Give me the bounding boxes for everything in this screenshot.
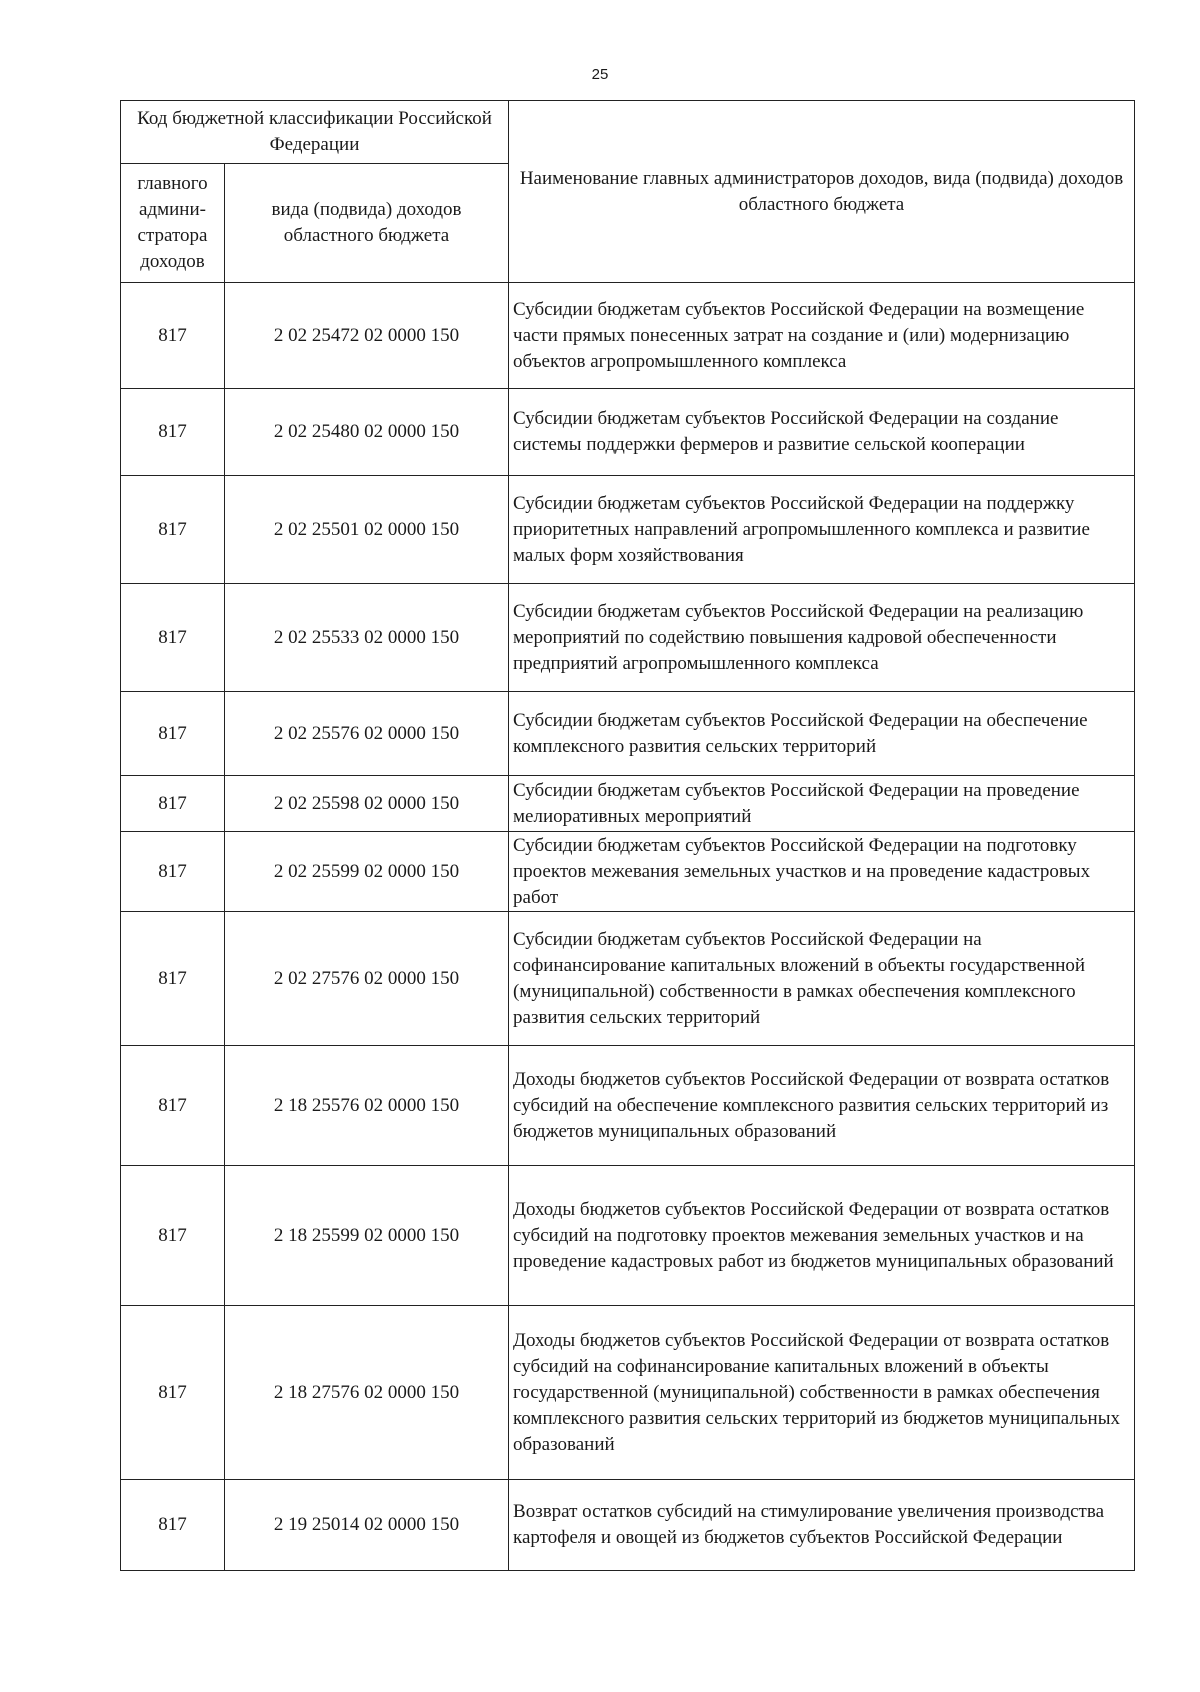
row-income-code: 2 02 25472 02 0000 150 xyxy=(225,283,509,389)
row-income-name: Субсидии бюджетам субъектов Российской Федерации на реализацию мероприятий по содействию повышения кадровой обеспеченности предприятий агропромышленного комплекса xyxy=(509,584,1135,692)
row-income-code: 2 02 25533 02 0000 150 xyxy=(225,584,509,692)
row-income-name: Доходы бюджетов субъектов Российской Федерации от возврата остатков субсидий на подготовку проектов межевания земельных участков и на проведение кадастровых работ из бюджетов муниципальных образований xyxy=(509,1166,1135,1306)
row-income-name: Возврат остатков субсидий на стимулирование увеличения производства картофеля и овощей из бюджетов субъектов Российской Федерации xyxy=(509,1480,1135,1571)
row-income-name: Субсидии бюджетам субъектов Российской Федерации на поддержку приоритетных направлений агропромышленного комплекса и развитие малых форм хозяйствования xyxy=(509,476,1135,584)
header-kind: вида (подвида) доходов областного бюджета xyxy=(225,164,509,283)
header-name: Наименование главных администраторов доходов, вида (подвида) доходов областного бюджета xyxy=(509,101,1135,283)
row-admin-code: 817 xyxy=(121,1306,225,1480)
table-row xyxy=(121,476,1135,584)
table-row xyxy=(121,832,1135,912)
page-number: 25 xyxy=(591,66,609,83)
row-admin-code: 817 xyxy=(121,1480,225,1571)
row-income-code: 2 18 25599 02 0000 150 xyxy=(225,1166,509,1306)
header-row-top xyxy=(121,101,1135,164)
row-income-code: 2 02 25501 02 0000 150 xyxy=(225,476,509,584)
row-income-name: Субсидии бюджетам субъектов Российской Федерации на возмещение части прямых понесенных затрат на создание и (или) модернизацию объектов агропромышленного комплекса xyxy=(509,283,1135,389)
row-admin-code: 817 xyxy=(121,912,225,1046)
row-income-name: Субсидии бюджетам субъектов Российской Федерации на проведение мелиоративных мероприятий xyxy=(509,776,1135,832)
row-admin-code: 817 xyxy=(121,389,225,476)
row-income-name: Субсидии бюджетам субъектов Российской Федерации на обеспечение комплексного развития сельских территорий xyxy=(509,692,1135,776)
row-income-code: 2 19 25014 02 0000 150 xyxy=(225,1480,509,1571)
row-income-code: 2 18 27576 02 0000 150 xyxy=(225,1306,509,1480)
row-income-code: 2 02 27576 02 0000 150 xyxy=(225,912,509,1046)
row-admin-code: 817 xyxy=(121,1046,225,1166)
row-income-name: Субсидии бюджетам субъектов Российской Федерации на подготовку проектов межевания земельных участков и на проведение кадастровых работ xyxy=(509,832,1135,912)
table-row xyxy=(121,389,1135,476)
row-income-code: 2 02 25598 02 0000 150 xyxy=(225,776,509,832)
row-income-code: 2 02 25576 02 0000 150 xyxy=(225,692,509,776)
row-admin-code: 817 xyxy=(121,776,225,832)
table-row xyxy=(121,584,1135,692)
row-admin-code: 817 xyxy=(121,283,225,389)
header-code-group: Код бюджетной классификации Российской Федерации xyxy=(121,101,509,164)
table-row xyxy=(121,1480,1135,1571)
table-body xyxy=(121,283,1135,1571)
header-admin: главного админи-стратора доходов xyxy=(121,164,225,283)
table-row xyxy=(121,283,1135,389)
table-row xyxy=(121,1046,1135,1166)
row-income-name: Доходы бюджетов субъектов Российской Федерации от возврата остатков субсидий на софинансирование капитальных вложений в объекты государственной (муниципальной) собственности в рамках обеспечения комплексного развития сельских территорий из бюджетов муниципальных образований xyxy=(509,1306,1135,1480)
table-row xyxy=(121,912,1135,1046)
row-income-code: 2 02 25480 02 0000 150 xyxy=(225,389,509,476)
row-income-name: Субсидии бюджетам субъектов Российской Федерации на софинансирование капитальных вложений в объекты государственной (муниципальной) собственности в рамках обеспечения комплексного развития сельских территорий xyxy=(509,912,1135,1046)
table-row xyxy=(121,692,1135,776)
row-admin-code: 817 xyxy=(121,832,225,912)
row-income-code: 2 02 25599 02 0000 150 xyxy=(225,832,509,912)
table-row xyxy=(121,1166,1135,1306)
row-income-name: Доходы бюджетов субъектов Российской Федерации от возврата остатков субсидий на обеспечение комплексного развития сельских территорий из бюджетов муниципальных образований xyxy=(509,1046,1135,1166)
row-income-name: Субсидии бюджетам субъектов Российской Федерации на создание системы поддержки фермеров и развитие сельской кооперации xyxy=(509,389,1135,476)
table-row xyxy=(121,1306,1135,1480)
row-admin-code: 817 xyxy=(121,584,225,692)
row-admin-code: 817 xyxy=(121,1166,225,1306)
table-row xyxy=(121,776,1135,832)
row-admin-code: 817 xyxy=(121,692,225,776)
row-admin-code: 817 xyxy=(121,476,225,584)
row-income-code: 2 18 25576 02 0000 150 xyxy=(225,1046,509,1166)
budget-classification-table xyxy=(120,100,1135,1571)
